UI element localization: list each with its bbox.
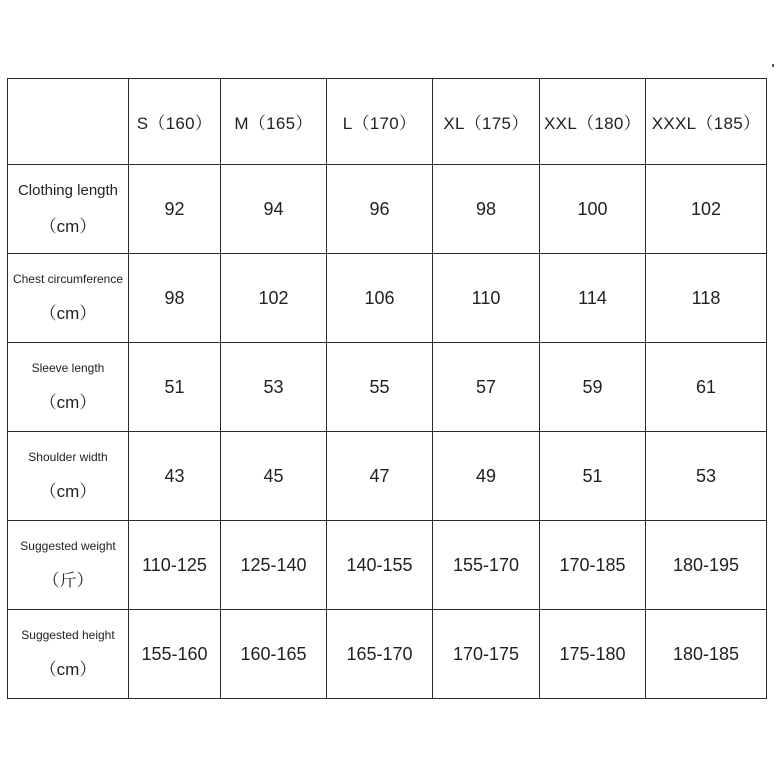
value-cell: 165-170	[327, 610, 433, 699]
row-unit: （cm）	[39, 303, 97, 323]
value-cell: 49	[433, 432, 540, 521]
row-suggested-height	[8, 610, 767, 699]
header-row	[8, 79, 767, 165]
value-cell: 47	[327, 432, 433, 521]
size-header-xxxl: XXXL（185）	[646, 79, 767, 165]
row-label-cell	[8, 165, 129, 254]
value-cell: 106	[327, 254, 433, 343]
value-cell: 100	[540, 165, 646, 254]
size-header-s: S（160）	[129, 79, 221, 165]
row-label-cell	[8, 343, 129, 432]
row-unit: （cm）	[39, 481, 97, 501]
row-label: Clothing length	[17, 181, 119, 199]
size-header-xl: XL（175）	[433, 79, 540, 165]
value-cell: 102	[646, 165, 767, 254]
value-cell: 175-180	[540, 610, 646, 699]
value-cell: 118	[646, 254, 767, 343]
row-label: Suggested height	[21, 628, 115, 643]
value-cell: 53	[221, 343, 327, 432]
value-cell: 140-155	[327, 521, 433, 610]
value-cell: 96	[327, 165, 433, 254]
value-cell: 114	[540, 254, 646, 343]
value-cell: 160-165	[221, 610, 327, 699]
value-cell: 98	[433, 165, 540, 254]
value-cell: 125-140	[221, 521, 327, 610]
value-cell: 45	[221, 432, 327, 521]
value-cell: 53	[646, 432, 767, 521]
size-header-xxl: XXL（180）	[540, 79, 646, 165]
value-cell: 170-175	[433, 610, 540, 699]
value-cell: 51	[540, 432, 646, 521]
value-cell: 55	[327, 343, 433, 432]
value-cell: 59	[540, 343, 646, 432]
size-chart-table	[7, 78, 767, 699]
row-unit: （cm）	[39, 659, 97, 679]
row-label-cell	[8, 254, 129, 343]
value-cell: 51	[129, 343, 221, 432]
size-header-l: L（170）	[327, 79, 433, 165]
value-cell: 110-125	[129, 521, 221, 610]
value-cell: 170-185	[540, 521, 646, 610]
value-cell: 110	[433, 254, 540, 343]
value-cell: 180-185	[646, 610, 767, 699]
size-header-m: M（165）	[221, 79, 327, 165]
stray-mark	[772, 64, 774, 67]
row-label-cell	[8, 521, 129, 610]
value-cell: 43	[129, 432, 221, 521]
value-cell: 61	[646, 343, 767, 432]
row-unit: （斤）	[42, 570, 94, 590]
row-chest-circumference	[8, 254, 767, 343]
row-label: Sleeve length	[31, 361, 105, 376]
value-cell: 92	[129, 165, 221, 254]
corner-cell	[8, 79, 129, 165]
row-unit: （cm）	[39, 216, 97, 236]
value-cell: 94	[221, 165, 327, 254]
row-clothing-length	[8, 165, 767, 254]
row-shoulder-width	[8, 432, 767, 521]
value-cell: 155-160	[129, 610, 221, 699]
row-suggested-weight	[8, 521, 767, 610]
value-cell: 98	[129, 254, 221, 343]
row-label-cell	[8, 432, 129, 521]
value-cell: 155-170	[433, 521, 540, 610]
row-unit: （cm）	[39, 392, 97, 412]
row-label: Suggested weight	[20, 539, 116, 554]
value-cell: 102	[221, 254, 327, 343]
value-cell: 180-195	[646, 521, 767, 610]
row-sleeve-length	[8, 343, 767, 432]
row-label: Shoulder width	[28, 450, 108, 465]
row-label-cell	[8, 610, 129, 699]
row-label: Chest circumference	[12, 272, 124, 287]
value-cell: 57	[433, 343, 540, 432]
